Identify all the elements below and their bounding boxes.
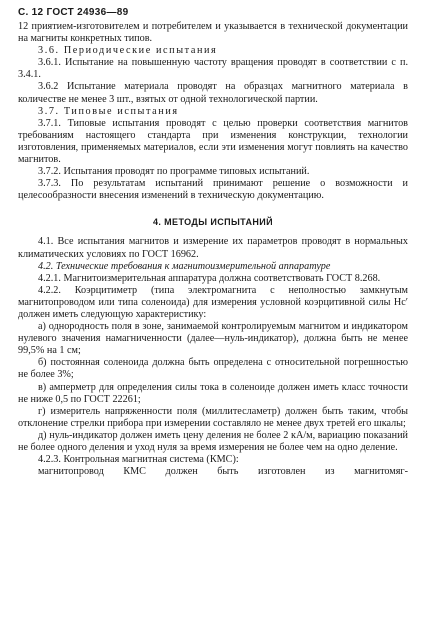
paragraph-4-2-3-cont: магнитопровод КМС должен быть изготовлен из магнитомяг- bbox=[38, 466, 408, 478]
paragraph-continuation: 12 приятием-изготовителем и потребителем и указывается в технической документации на магниты конкретных типов. bbox=[18, 21, 408, 45]
heading-3-6: 3.6. Периодические испытания bbox=[38, 45, 218, 57]
heading-4-2: 4.2. Технические требования к магнитоизмерительной аппаратуре bbox=[38, 260, 331, 272]
paragraph-3-6-2: 3.6.2 Испытание материала проводят на образцах магнитного материала в количестве не менее 3 шт., взятых от одной технологической партии. bbox=[18, 81, 408, 105]
list-item-d: д) нуль-индикатор должен иметь цену деления не более 2 кА/м, вариацию показаний не более одного деления и уход нуля за время измерения не более чем на одно деление. bbox=[18, 429, 408, 453]
section-title-4: 4. МЕТОДЫ ИСПЫТАНИЙ bbox=[152, 217, 274, 228]
list-item-v: в) амперметр для определения силы тока в соленоиде должен иметь класс точности не ниже 0,5 по ГОСТ 22261; bbox=[18, 381, 408, 405]
list-item-a: а) однородность поля в зоне, занимаемой контролируемым магнитом и индикатором нулевого значения намагниченности (далее—нуль-индикатор), должна быть не менее 99,5% на 1 см; bbox=[18, 321, 408, 357]
paragraph-4-2-3: 4.2.3. Контрольная магнитная система (КМС): bbox=[38, 454, 239, 466]
list-item-b: б) постоянная соленоида должна быть определена с относительной погрешностью не более 3%; bbox=[18, 357, 408, 381]
page-header: С. 12 ГОСТ 24936—89 bbox=[18, 7, 129, 18]
paragraph-3-7-1: 3.7.1. Типовые испытания проводят с целью проверки соответствия магнитов требованиям настоящего стандарта при изменения конструкции, технологии изготовления, применяемых материалов, если эти изменения могут повлиять на качество магнитов. bbox=[18, 117, 408, 166]
paragraph-4-2-2: 4.2.2. Коэрцитиметр (типа электромагнита с неполностью замкнутым магнитопроводом или типа соленоида) для измерения условной коэрцитивной силы Нс′ должен иметь следующую характеристику: bbox=[18, 284, 408, 320]
paragraph-3-7-3: 3.7.3. По результатам испытаний принимают решение о возможности и целесообразности внесения изменений в техническую документацию. bbox=[18, 178, 408, 202]
heading-3-7: 3.7. Типовые испытания bbox=[38, 105, 179, 117]
list-item-g: г) измеритель напряженности поля (миллитесламетр) должен быть таким, чтобы отклонение стрелки прибора при измерении составляло не менее двух третей его шкалы; bbox=[18, 405, 408, 429]
paragraph-3-7-2: 3.7.2. Испытания проводят по программе типовых испытаний. bbox=[38, 166, 310, 178]
paragraph-4-1: 4.1. Все испытания магнитов и измерение их параметров проводят в нормальных климатических условиях по ГОСТ 16962. bbox=[18, 236, 408, 260]
paragraph-4-2-1: 4.2.1. Магнитоизмерительная аппаратура должна соответствовать ГОСТ 8.268. bbox=[38, 272, 381, 284]
paragraph-3-6-1: 3.6.1. Испытание на повышенную частоту вращения проводят в соответствии с п. 3.4.1. bbox=[18, 57, 408, 81]
